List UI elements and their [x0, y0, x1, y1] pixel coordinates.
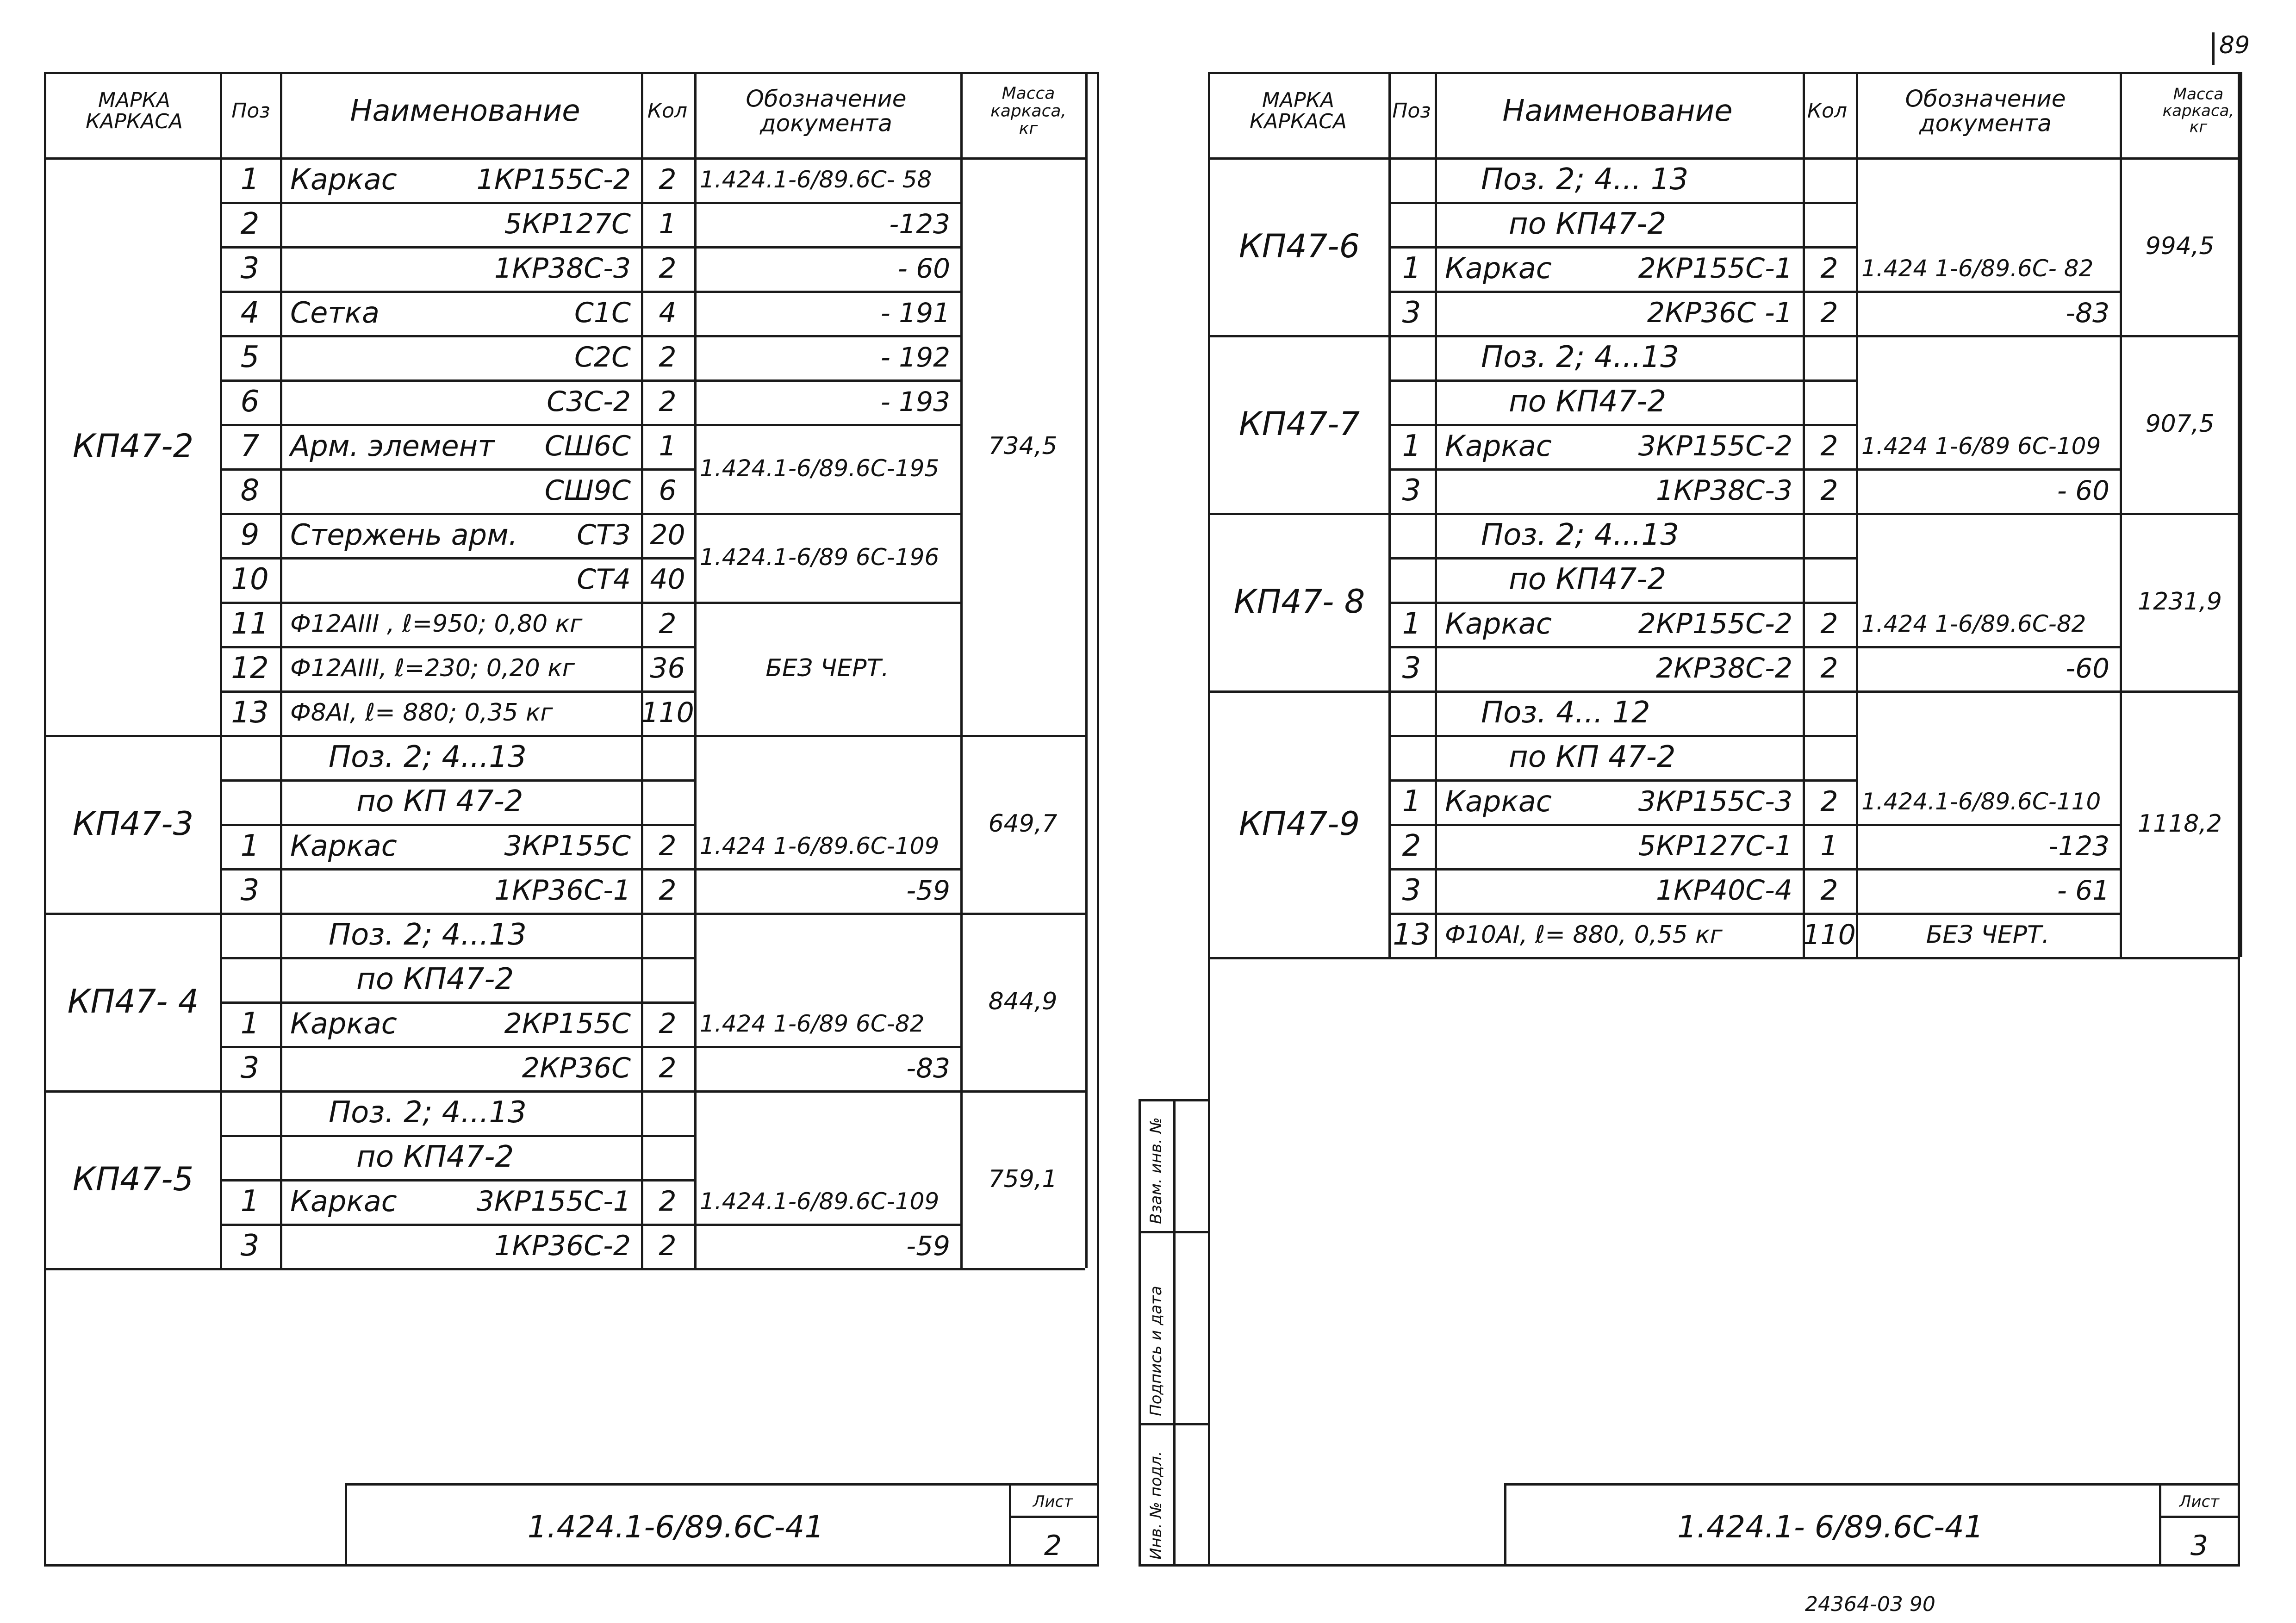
merged-doc: 1.424.1-6/89 6С-196 — [700, 544, 940, 571]
row-doc: - 60 — [2057, 475, 2109, 506]
row-doc: 1.424 1-6/89.6С- 82 — [1861, 255, 2094, 282]
rule-line — [1388, 646, 1856, 648]
rule-line — [641, 913, 643, 1090]
row-pos: 5 — [240, 340, 260, 374]
rule-line — [1803, 72, 1805, 157]
rule-line — [220, 72, 222, 157]
rule-line — [220, 779, 694, 782]
row-qty: 36 — [650, 652, 685, 684]
row-pos: 3 — [240, 251, 260, 286]
row-code: 3КР155С — [504, 830, 631, 862]
frame-mark: КП47-2 — [72, 427, 194, 465]
row-name: Каркас — [1445, 251, 1552, 285]
row-pos: 13 — [231, 696, 269, 730]
rule-line — [280, 72, 282, 157]
row-pos: 1 — [1402, 429, 1421, 463]
row-name: Каркас — [1445, 784, 1552, 818]
rule-line — [1856, 513, 1858, 690]
rule-line — [694, 291, 960, 293]
row-code: 1КР40С-4 — [1655, 874, 1792, 907]
row-pos: 3 — [1402, 651, 1421, 685]
rule-line — [694, 72, 697, 157]
rule-line — [220, 202, 694, 204]
header-mark: МАРКА КАРКАСА — [85, 88, 183, 133]
row-doc: 1.424.1-6/89.6С-109 — [700, 1188, 940, 1215]
row-qty: 6 — [659, 474, 677, 507]
frame-mark: КП47- 4 — [67, 983, 199, 1020]
left-sheet-label: Лист — [1033, 1492, 1073, 1511]
ref-line: Поз. 2; 4...13 — [329, 740, 527, 774]
frame-mark: КП47-5 — [72, 1160, 194, 1198]
row-qty: 40 — [650, 563, 685, 596]
row-qty: 2 — [659, 1230, 677, 1262]
row-code: 2КР38С-2 — [1655, 652, 1792, 684]
row-qty: 2 — [1820, 252, 1838, 285]
rule-line — [2120, 513, 2122, 690]
frame-mass: 994,5 — [2145, 232, 2215, 260]
row-doc: 1.424 1-6/89.6С-109 — [700, 833, 940, 859]
left-title-code: 1.424.1-6/89.6С-41 — [527, 1509, 824, 1545]
rule-line — [694, 246, 960, 249]
row-pos: 3 — [1402, 473, 1421, 508]
rule-line — [1803, 335, 1805, 513]
rule-line — [960, 735, 963, 913]
rule-line — [220, 1179, 694, 1181]
row-doc: -123 — [2048, 830, 2109, 862]
rule-line — [220, 1046, 694, 1048]
rule-line — [694, 1046, 960, 1048]
right-sheet-number: 3 — [2190, 1530, 2209, 1562]
rule-line — [1856, 72, 1858, 157]
rule-line — [1388, 513, 1391, 690]
rule-line — [694, 1268, 960, 1270]
row-name: Ф8АI, ℓ= 880; 0,35 кг — [290, 699, 553, 727]
rule-line — [1856, 291, 2120, 293]
ref-line: Поз. 4... 12 — [1481, 696, 1650, 730]
rule-line — [641, 1090, 643, 1268]
rule-line — [960, 913, 963, 1090]
rule-line — [1856, 868, 2120, 871]
rule-line — [694, 868, 960, 871]
rule-line — [1388, 424, 1856, 426]
right-sheet-label: Лист — [2179, 1492, 2220, 1511]
ref-line: Поз. 2; 4...13 — [329, 918, 527, 952]
row-pos: 6 — [240, 385, 260, 419]
rule-line — [1388, 868, 1856, 871]
ref-line: Поз. 2; 4...13 — [1481, 340, 1679, 374]
header-name-right: Наименование — [1502, 94, 1733, 128]
row-code: 5КР127С — [504, 208, 631, 240]
row-pos: 10 — [231, 562, 269, 597]
ref-line: по КП47-2 — [1509, 385, 1667, 419]
row-qty: 110 — [641, 696, 694, 729]
rule-line — [2120, 157, 2122, 335]
rule-line — [1085, 72, 1088, 1268]
rule-line — [1803, 157, 1805, 335]
row-qty: 2 — [659, 1185, 677, 1218]
rule-line — [694, 513, 960, 515]
ref-line: по КП47-2 — [1509, 207, 1667, 241]
row-name: Ф12АIII , ℓ=950; 0,80 кг — [290, 610, 583, 638]
rule-line — [694, 202, 960, 204]
rule-line — [1856, 913, 2120, 915]
row-qty: 2 — [1820, 608, 1838, 640]
rule-line — [220, 602, 694, 604]
rule-line — [1803, 513, 1805, 690]
rule-line — [2240, 72, 2242, 957]
rule-line — [1856, 468, 2120, 471]
row-pos: 2 — [240, 207, 260, 241]
rule-line — [1803, 690, 1805, 957]
rule-line — [1856, 513, 2120, 515]
rule-line — [1856, 690, 2120, 693]
row-pos: 12 — [231, 651, 269, 685]
row-pos: 9 — [240, 518, 260, 552]
frame-mark: КП47-9 — [1238, 805, 1360, 843]
row-pos: 1 — [1402, 784, 1421, 819]
row-doc: 1.424 1-6/89 6С-109 — [1861, 433, 2101, 460]
rule-line — [1388, 246, 1856, 249]
right-title-code: 1.424.1- 6/89.6С-41 — [1677, 1509, 1984, 1545]
row-code: 3КР155С-2 — [1638, 430, 1792, 462]
row-doc: 1.424 1-6/89.6С-82 — [1861, 610, 2086, 637]
row-code: С3С-2 — [547, 386, 631, 418]
row-qty: 1 — [659, 430, 677, 462]
rule-line — [1388, 779, 1856, 782]
left-sheet-frame — [44, 72, 1099, 1567]
rule-line — [220, 690, 694, 693]
rule-line — [220, 868, 694, 871]
rule-line — [1856, 646, 2120, 648]
ref-line: Поз. 2; 4...13 — [329, 1095, 527, 1130]
rule-line — [1856, 335, 1858, 513]
row-code: 2КР155С-2 — [1638, 608, 1792, 640]
rule-line — [1388, 735, 1856, 737]
side-label-replace: Взам. инв. № — [1147, 1117, 1165, 1224]
row-code: 1КР38С-3 — [494, 252, 631, 285]
row-qty: 2 — [1820, 874, 1838, 907]
rule-line — [280, 157, 282, 735]
row-qty: 2 — [659, 163, 677, 196]
rule-line — [1388, 690, 1391, 957]
rule-line — [694, 379, 960, 382]
rule-line — [220, 1224, 694, 1226]
rule-line — [220, 291, 694, 293]
rule-line — [220, 379, 694, 382]
row-doc: -83 — [906, 1052, 950, 1084]
frame-mass: 1118,2 — [2138, 810, 2222, 838]
header-name: Наименование — [350, 94, 580, 128]
row-code: СТ4 — [577, 563, 631, 596]
row-code: 2КР36С -1 — [1647, 297, 1792, 329]
rule-line — [220, 468, 694, 471]
rule-line — [2120, 690, 2122, 957]
bottom-code: 24364-03 90 — [1805, 1594, 1935, 1616]
ref-line: Поз. 2; 4...13 — [1481, 518, 1679, 552]
row-name: Арм. элемент — [290, 429, 495, 463]
row-doc: -83 — [2066, 297, 2109, 329]
row-doc: - 192 — [880, 342, 950, 373]
row-code: СТ3 — [577, 519, 631, 551]
header-pos: Поз — [231, 99, 270, 123]
rule-line — [2120, 72, 2122, 157]
rule-line — [1856, 824, 2120, 826]
frame-mass: 907,5 — [2145, 410, 2215, 438]
rule-line — [220, 824, 694, 826]
rule-line — [220, 1135, 694, 1137]
rule-line — [1388, 602, 1856, 604]
rule-line — [694, 157, 697, 735]
row-doc: - 60 — [897, 253, 950, 284]
row-code: 3КР155С-3 — [1638, 785, 1792, 818]
rule-line — [1388, 157, 1391, 335]
row-qty: 2 — [1820, 785, 1838, 818]
row-qty: 20 — [650, 519, 685, 551]
rule-line — [641, 157, 643, 735]
merged-doc: 1.424.1-6/89.6С-195 — [700, 455, 940, 482]
row-qty: 2 — [1820, 474, 1838, 507]
row-name: Каркас — [1445, 429, 1552, 463]
rule-line — [641, 72, 643, 157]
rule-line — [46, 735, 1085, 737]
row-pos: 7 — [240, 429, 260, 463]
row-name: Каркас — [290, 162, 397, 196]
rule-line — [641, 735, 643, 913]
rule-line — [1435, 72, 1437, 157]
rule-line — [694, 735, 697, 913]
rule-line — [280, 1090, 282, 1268]
rule-line — [220, 735, 222, 913]
ref-line: по КП47-2 — [356, 962, 514, 996]
row-doc: - 191 — [880, 297, 950, 329]
header-mass-right: Масса каркаса, кг — [2162, 85, 2234, 137]
rule-line — [220, 646, 694, 648]
rule-line — [1856, 157, 1858, 335]
frame-mass: 734,5 — [988, 432, 1058, 460]
row-pos: 3 — [240, 1051, 260, 1085]
row-pos: 1 — [240, 162, 260, 197]
rule-line — [220, 424, 694, 426]
rule-line — [1388, 913, 1856, 915]
rule-line — [1388, 468, 1856, 471]
row-code: 2КР155С — [504, 1007, 631, 1040]
ref-line: по КП 47-2 — [356, 784, 523, 819]
rule-line — [280, 913, 282, 1090]
row-name: Каркас — [1445, 607, 1552, 640]
row-pos: 3 — [240, 873, 260, 908]
row-doc: 1.424.1-6/89.6С-110 — [1861, 788, 2101, 815]
row-doc: - 193 — [880, 386, 950, 417]
rule-line — [1388, 335, 1391, 513]
row-pos: 2 — [1402, 829, 1421, 863]
rule-line — [220, 1001, 694, 1004]
row-qty: 2 — [659, 341, 677, 373]
frame-mark: КП47-6 — [1238, 227, 1360, 265]
rule-line — [220, 1090, 222, 1268]
rule-line — [280, 735, 282, 913]
header-qty: Кол — [647, 99, 688, 123]
row-pos: 1 — [1402, 251, 1421, 286]
rule-line — [1388, 379, 1856, 382]
row-name: Сетка — [290, 296, 380, 330]
ref-line: Поз. 2; 4... 13 — [1481, 162, 1689, 197]
row-name: Каркас — [290, 1007, 397, 1040]
side-label-inv: Инв. № подл. — [1147, 1451, 1165, 1560]
rule-line — [1388, 557, 1856, 560]
frame-mass: 649,7 — [988, 810, 1058, 838]
row-qty: 2 — [659, 252, 677, 285]
row-qty: 1 — [659, 208, 677, 240]
row-pos: 1 — [240, 1184, 260, 1219]
rule-line — [46, 157, 1085, 160]
row-doc: -59 — [906, 875, 950, 906]
row-qty: 2 — [1820, 430, 1838, 462]
left-sheet-number: 2 — [1044, 1530, 1062, 1562]
row-qty: 2 — [1820, 297, 1838, 329]
row-qty: 2 — [659, 874, 677, 907]
header-qty-right: Кол — [1807, 99, 1848, 123]
row-name: Каркас — [290, 1184, 397, 1218]
rule-line — [1435, 690, 1437, 957]
ref-line: по КП47-2 — [356, 1140, 514, 1174]
rule-line — [1388, 824, 1856, 826]
rule-line — [694, 1090, 697, 1268]
row-code: С2С — [574, 341, 631, 373]
rule-line — [220, 557, 694, 560]
row-code: СШ6С — [544, 430, 631, 462]
page-number: 89 — [2219, 31, 2250, 59]
row-qty: 110 — [1803, 919, 1856, 951]
row-qty: 2 — [659, 830, 677, 862]
row-pos: 1 — [1402, 607, 1421, 641]
rule-line — [1856, 335, 2120, 337]
row-doc: -59 — [906, 1230, 950, 1262]
rule-line — [1388, 72, 1391, 157]
row-doc: 1.424.1-6/89.6С- 58 — [700, 166, 932, 193]
row-pos: 3 — [240, 1229, 260, 1263]
merged-doc: БЕЗ ЧЕРТ. — [765, 654, 889, 682]
row-code: 1КР36С-1 — [494, 874, 631, 907]
row-code: 1КР38С-3 — [1655, 474, 1792, 507]
rule-line — [694, 913, 960, 915]
rule-line — [220, 913, 222, 1090]
header-pos-right: Поз — [1392, 99, 1431, 123]
row-code: 5КР127С-1 — [1638, 830, 1792, 862]
ref-line: по КП 47-2 — [1509, 740, 1676, 774]
row-pos: 4 — [240, 296, 260, 330]
row-name: Ф10АI, ℓ= 880, 0,55 кг — [1445, 921, 1723, 949]
frame-mark: КП47-7 — [1238, 405, 1360, 443]
row-code: С1С — [574, 297, 631, 329]
right-sheet-frame — [1208, 72, 2240, 1567]
frame-mark: КП47- 8 — [1233, 583, 1365, 621]
row-code: 1КР36С-2 — [494, 1230, 631, 1262]
rule-line — [694, 913, 697, 1090]
rule-line — [220, 513, 694, 515]
rule-line — [220, 957, 694, 959]
rule-line — [960, 1090, 963, 1268]
row-code: СШ9С — [544, 474, 631, 507]
row-pos: 8 — [240, 473, 260, 508]
rule-line — [1856, 957, 2120, 959]
rule-line — [1435, 335, 1437, 513]
row-pos: 3 — [1402, 296, 1421, 330]
row-qty: 2 — [659, 1007, 677, 1040]
rule-line — [694, 335, 960, 337]
row-doc: -60 — [2066, 653, 2109, 684]
row-doc: -123 — [889, 208, 950, 240]
frame-mass: 759,1 — [988, 1165, 1058, 1193]
rule-line — [694, 1224, 960, 1226]
row-qty: 4 — [659, 297, 677, 329]
header-doc-right: Обозначение документа — [1905, 85, 2066, 137]
row-doc: - 61 — [2057, 875, 2109, 906]
rule-line — [1435, 513, 1437, 690]
rule-line — [220, 157, 222, 735]
row-qty: 2 — [659, 608, 677, 640]
rule-line — [220, 335, 694, 337]
rule-line — [1210, 157, 2240, 160]
row-code: 2КР36С — [522, 1052, 631, 1084]
row-qty: 2 — [659, 1052, 677, 1084]
frame-mark: КП47-3 — [72, 805, 194, 843]
rule-line — [694, 1090, 960, 1093]
row-doc: БЕЗ ЧЕРТ. — [1926, 921, 2050, 949]
row-qty: 1 — [1820, 830, 1838, 862]
rule-line — [694, 424, 960, 426]
header-mass: Масса каркаса, кг — [990, 84, 1066, 138]
header-doc: Обозначение документа — [746, 85, 907, 137]
row-pos: 3 — [1402, 873, 1421, 908]
rule-line — [960, 72, 963, 157]
rule-line — [1435, 157, 1437, 335]
row-pos: 1 — [240, 829, 260, 863]
side-label-sign: Подпись и дата — [1147, 1286, 1165, 1416]
row-name: Каркас — [290, 829, 397, 863]
row-name: Ф12АIII, ℓ=230; 0,20 кг — [290, 654, 575, 682]
row-qty: 2 — [1820, 652, 1838, 684]
row-code: 3КР155С-1 — [476, 1185, 631, 1218]
ref-line: по КП47-2 — [1509, 562, 1667, 597]
row-pos: 1 — [240, 1007, 260, 1041]
frame-mass: 1231,9 — [2138, 588, 2222, 616]
rule-line — [220, 246, 694, 249]
row-doc: 1.424 1-6/89 6С-82 — [700, 1010, 925, 1037]
rule-line — [2120, 335, 2122, 513]
rule-line — [694, 602, 960, 604]
row-pos: 11 — [231, 607, 269, 641]
row-code: 2КР155С-1 — [1638, 252, 1792, 285]
frame-mass: 844,9 — [988, 988, 1058, 1015]
row-name: Стержень арм. — [290, 518, 518, 552]
rule-line — [1388, 291, 1856, 293]
row-qty: 2 — [659, 386, 677, 418]
header-mark-right: МАРКА КАРКАСА — [1249, 88, 1347, 133]
rule-line — [960, 157, 963, 735]
row-code: 1КР155С-2 — [476, 163, 631, 196]
row-pos: 13 — [1393, 918, 1431, 952]
rule-line — [1388, 202, 1856, 204]
